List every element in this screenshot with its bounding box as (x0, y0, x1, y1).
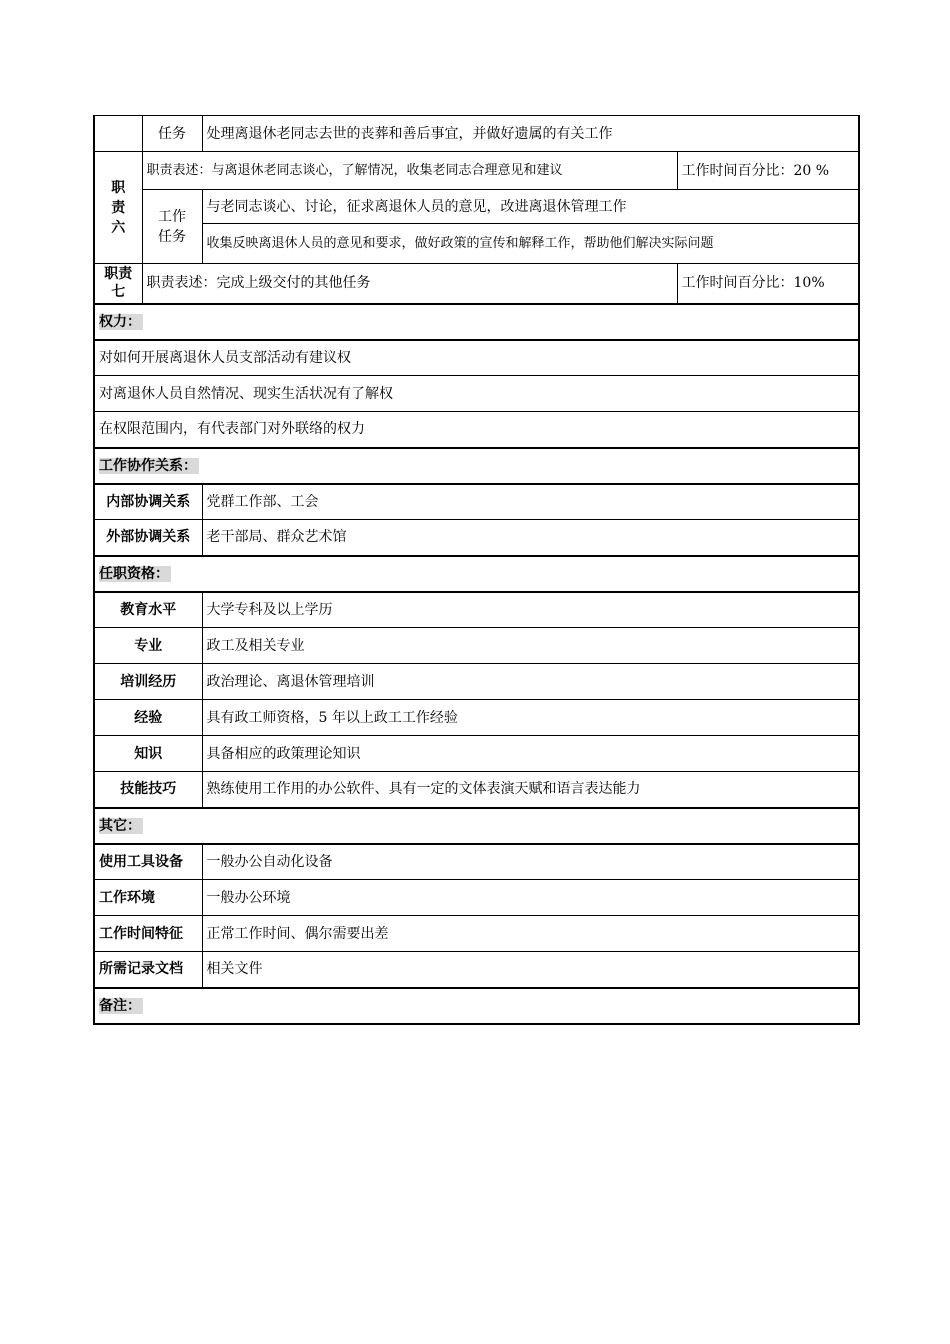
qual-label-experience: 经验 (94, 700, 202, 736)
duty6-label-top-cell (94, 116, 142, 152)
other-label-work-time: 工作时间特征 (94, 916, 202, 952)
qual-value-training: 政治理论、离退休管理培训 (202, 664, 859, 700)
other-value-documents: 相关文件 (202, 952, 859, 988)
other-value-tools: 一般办公自动化设备 (202, 844, 859, 880)
qual-label-training: 培训经历 (94, 664, 202, 700)
job-description-table (93, 115, 860, 1025)
relations-label-external: 外部协调关系 (94, 520, 202, 556)
qual-label-major: 专业 (94, 628, 202, 664)
authority-item: 对离退休人员自然情况、现实生活状况有了解权 (94, 376, 859, 412)
task-label: 任务 (142, 116, 202, 152)
duty6-task-2: 收集反映离退休人员的意见和要求，做好政策的宣传和解释工作，帮助他们解决实际问题 (202, 224, 859, 264)
qual-value-major: 政工及相关专业 (202, 628, 859, 664)
duty7-description: 职责表述：完成上级交付的其他任务 (142, 264, 677, 304)
other-label-environment: 工作环境 (94, 880, 202, 916)
duty6-label-text: 职责六 (111, 179, 126, 236)
other-header: 其它： (94, 808, 859, 844)
qual-value-education: 大学专科及以上学历 (202, 592, 859, 628)
duty6-task-top: 处理离退休老同志去世的丧葬和善后事宜，并做好遗属的有关工作 (202, 116, 859, 152)
duty7-row-label (94, 264, 142, 304)
qual-label-education: 教育水平 (94, 592, 202, 628)
relations-value-internal: 党群工作部、工会 (202, 484, 859, 520)
qual-value-knowledge: 具备相应的政策理论知识 (202, 736, 859, 772)
remarks-header: 备注： (94, 988, 859, 1024)
other-label-documents: 所需记录文档 (94, 952, 202, 988)
duty6-row-label (94, 152, 142, 264)
other-value-environment: 一般办公环境 (202, 880, 859, 916)
other-label-tools: 使用工具设备 (94, 844, 202, 880)
qualifications-header: 任职资格： (94, 556, 859, 592)
authority-item: 在权限范围内，有代表部门对外联络的权力 (94, 412, 859, 448)
duty6-task-1: 与老同志谈心、讨论，征求离退休人员的意见，改进离退休管理工作 (202, 190, 859, 224)
relations-label-internal: 内部协调关系 (94, 484, 202, 520)
duty6-description: 职责表述：与离退休老同志谈心，了解情况，收集老同志合理意见和建议 (142, 152, 677, 190)
qual-value-experience: 具有政工师资格，5 年以上政工工作经验 (202, 700, 859, 736)
work-task-label: 工作任务 (142, 190, 202, 264)
job-description-document (93, 115, 858, 1025)
qual-label-skills: 技能技巧 (94, 772, 202, 808)
duty7-label-text: 职责七 (104, 266, 133, 301)
authority-item: 对如何开展离退休人员支部活动有建议权 (94, 340, 859, 376)
qual-value-skills: 熟练使用工作用的办公软件、具有一定的文体表演天赋和语言表达能力 (202, 772, 859, 808)
authority-header: 权力： (94, 304, 859, 340)
relations-value-external: 老干部局、群众艺术馆 (202, 520, 859, 556)
relations-header: 工作协作关系： (94, 448, 859, 484)
other-value-work-time: 正常工作时间、偶尔需要出差 (202, 916, 859, 952)
qual-label-knowledge: 知识 (94, 736, 202, 772)
duty7-time-percent: 工作时间百分比：10% (677, 264, 859, 304)
duty6-time-percent: 工作时间百分比：20 % (677, 152, 859, 190)
